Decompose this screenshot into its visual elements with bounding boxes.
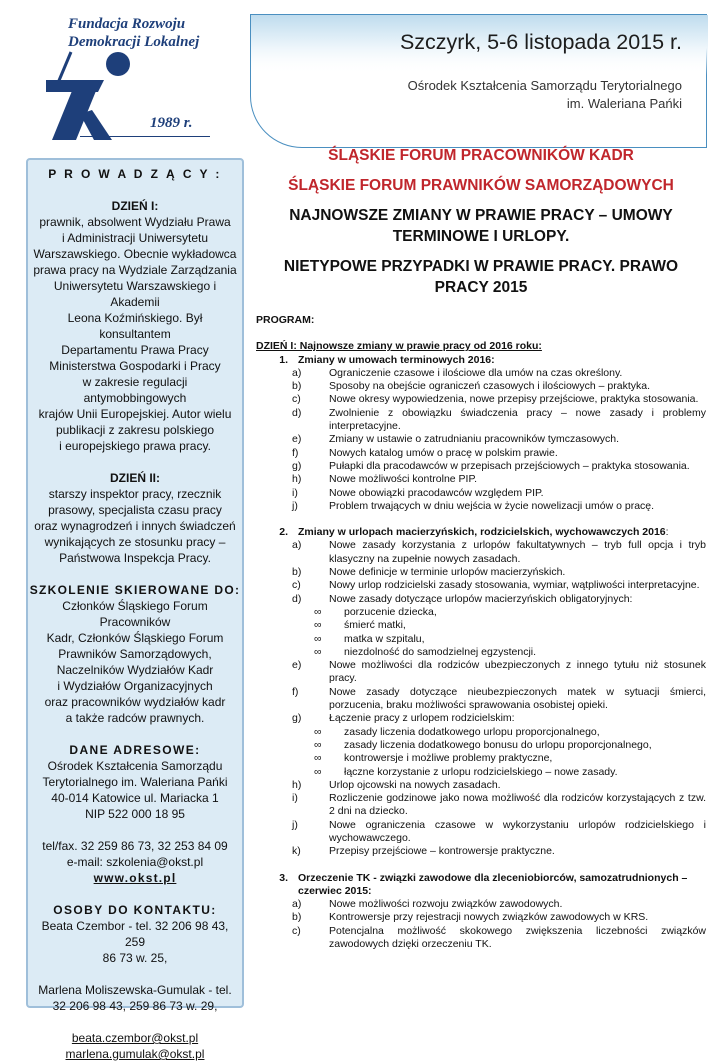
program-item	[256, 712, 706, 725]
subitem-text: śmierć matki,	[344, 619, 406, 632]
logo-figure-icon	[38, 50, 148, 140]
program-item	[256, 593, 706, 606]
item-text: Nowych katalog umów o pracę w polskim prawie.	[329, 446, 558, 459]
audience-line: oraz pracowników wydziałów kadr	[44, 695, 226, 709]
day1-trainer-label: DZIEŃ I:	[111, 199, 159, 213]
bio-line: starszy inspektor pracy, rzecznik	[48, 487, 222, 501]
bio-line: krajów Unii Europejskiej. Autor wielu	[38, 407, 232, 421]
item-letter: j)	[292, 818, 298, 831]
section-spacer	[256, 513, 706, 526]
item-text: Nowe możliwości rozwoju związków zawodowych.	[329, 898, 563, 911]
item-letter: c)	[292, 579, 301, 592]
infinity-bullet-icon: ∞	[314, 605, 322, 618]
day2-trainer-label: DZIEŃ II:	[110, 471, 160, 485]
item-letter: k)	[292, 845, 301, 858]
section-number: 3.	[279, 871, 288, 884]
item-letter: b)	[292, 911, 302, 924]
subitem-text: łączne korzystanie z urlopu rodzicielskiego – nowe zasady.	[344, 765, 618, 778]
item-text: Pułapki dla pracodawców w przepisach przejściowych – praktyka stosowania.	[329, 459, 690, 472]
program-item	[256, 779, 706, 792]
item-letter: i)	[292, 792, 298, 805]
logo-line-1: Fundacja Rozwoju	[68, 16, 186, 32]
foundation-logo	[38, 14, 213, 139]
subitem-text: zasady liczenia dodatkowego urlopu proporcjonalnego,	[344, 725, 600, 738]
program-label: PROGRAM:	[256, 314, 315, 326]
bio-line: prawnik, absolwent Wydziału Prawa	[39, 215, 231, 229]
program-item	[256, 845, 706, 858]
program-subitem	[256, 726, 706, 739]
item-letter: f)	[292, 685, 299, 698]
section-spacer	[256, 859, 706, 872]
program-subitem	[256, 739, 706, 752]
item-text: Sposoby na obejście ograniczeń czasowych i ilościowych – praktyka.	[329, 380, 650, 393]
program-item	[256, 460, 706, 473]
subitem-text: porzucenie dziecka,	[344, 605, 437, 618]
item-letter: e)	[292, 433, 302, 446]
infinity-bullet-icon: ∞	[314, 765, 322, 778]
infinity-bullet-icon: ∞	[314, 645, 322, 658]
forum-title-1: ŚLĄSKIE FORUM PRACOWNIKÓW KADR	[328, 147, 634, 164]
program-item	[256, 911, 706, 924]
forum-title-2: ŚLĄSKIE FORUM PRAWNIKÓW SAMORZĄDOWYCH	[288, 177, 674, 194]
item-text: Nowe możliwości dla rodziców ubezpieczonych z innego tytułu niż stosunek pracy.	[329, 659, 706, 685]
training-title-2: NIETYPOWE PRZYPADKI W PRAWIE PRACY. PRAWO PRACY 2015	[283, 258, 679, 296]
item-letter: e)	[292, 659, 302, 672]
item-letter: d)	[292, 592, 302, 605]
item-letter: h)	[292, 778, 302, 791]
section-title: Zmiany w urlopach macierzyńskich, rodzicielskich, wychowawczych 2016:	[298, 526, 669, 539]
program-item	[256, 659, 706, 686]
program-item	[256, 487, 706, 500]
item-letter: a)	[292, 366, 302, 379]
item-letter: c)	[292, 393, 301, 406]
subitem-text: niezdolność do samodzielnej egzystencji.	[344, 645, 537, 658]
audience-line: Kadr, Członków Śląskiego Forum	[46, 631, 224, 645]
item-text: Urlop ojcowski na nowych zasadach.	[329, 778, 501, 791]
infinity-bullet-icon: ∞	[314, 619, 322, 632]
bio-line: prawa pracy na Wydziale Zarządzania	[33, 263, 237, 277]
program-item	[256, 566, 706, 579]
item-text: Ograniczenie czasowe i ilościowe dla umów na czas określony.	[329, 366, 623, 379]
program-item	[256, 500, 706, 513]
address-line: Terytorialnego im. Waleriana Pańki	[42, 775, 228, 789]
subitem-text: zasady liczenia dodatkowego bonusu do urlopu proporcjonalnego,	[344, 738, 652, 751]
bio-line: Uniwersytetu Warszawskiego i Akademii	[53, 279, 217, 309]
program-item	[256, 686, 706, 713]
bio-line: Leona Koźmińskiego. Był konsultantem	[67, 311, 203, 341]
program-subitem	[256, 646, 706, 659]
program-subitem	[256, 766, 706, 779]
address-line: 40-014 Katowice ul. Mariacka 1	[51, 791, 219, 805]
item-text: Nowe ograniczenia czasowe w wykorzystaniu urlopów rodzicielskiego i wychowawczego.	[329, 818, 706, 844]
bio-line: oraz wynagrodzeń i innych świadczeń	[34, 519, 236, 533]
info-sidebar	[26, 158, 244, 1061]
organizer-line-1: Ośrodek Kształcenia Samorządu Terytorialnego	[407, 78, 682, 93]
infinity-bullet-icon: ∞	[314, 738, 322, 751]
item-text: Rozliczenie godzinowe jako nowa możliwość dla rodziców korzystających z tzw. 2 dni na dziecko.	[329, 792, 706, 818]
program-section-heading	[256, 526, 706, 539]
section-number: 1.	[279, 353, 288, 366]
item-text: Potencjalna możliwość skokowego zwiększenia liczebności związków zawodowych dzięki orzeczeniu TK.	[329, 924, 706, 951]
address-text	[28, 758, 242, 822]
item-letter: b)	[292, 380, 302, 393]
contact-line: 32 206 98 43, 259 86 73 w. 29,	[52, 999, 218, 1013]
program-item	[256, 579, 706, 592]
program-item	[256, 447, 706, 460]
address-heading: DANE ADRESOWE:	[69, 743, 201, 757]
item-letter: d)	[292, 406, 302, 419]
bio-line: i europejskiego prawa pracy.	[59, 439, 211, 453]
day2-trainer-bio	[28, 486, 242, 566]
audience-heading: SZKOLENIE SKIEROWANE DO:	[29, 583, 241, 597]
item-text: Nowe możliwości kontrolne PIP.	[329, 473, 478, 486]
prowadzacy-heading: P R O W A D Z Ą C Y :	[48, 167, 222, 181]
section-title-suffix: :	[665, 526, 669, 539]
program-item	[256, 792, 706, 819]
bio-line: prasowy, specjalista czasu pracy	[48, 503, 222, 517]
bio-line: wynikających ze stosunku pracy –	[44, 535, 226, 549]
item-text: Łączenie pracy z urlopem rodzicielskim:	[329, 712, 515, 725]
event-header-box	[250, 14, 707, 148]
bio-line: Departamentu Prawa Pracy	[61, 343, 209, 357]
main-content	[256, 145, 706, 951]
logo-year: 1989 r.	[150, 115, 193, 131]
audience-line: a także radców prawnych.	[65, 711, 205, 725]
audience-text	[28, 598, 242, 726]
item-letter: c)	[292, 924, 301, 937]
phone-fax: tel/fax. 32 259 86 73, 32 253 84 09	[42, 839, 228, 853]
contact-email-2-link[interactable]: marlena.gumulak@okst.pl	[65, 1047, 205, 1061]
contact-person-2	[28, 982, 242, 1014]
program-item	[256, 473, 706, 486]
item-letter: j)	[292, 499, 298, 512]
item-letter: g)	[292, 459, 302, 472]
program-subitem	[256, 619, 706, 632]
address-line: Ośrodek Kształcenia Samorządu	[47, 759, 223, 773]
program-section-heading	[256, 354, 706, 367]
contact-line: Beata Czembor - tel. 32 206 98 43, 259	[41, 919, 229, 949]
email-address: e-mail: szkolenia@okst.pl	[66, 855, 204, 869]
item-text: Kontrowersje przy rejestracji nowych związków zawodowych w KRS.	[329, 911, 649, 924]
bio-line: Ministerstwa Gospodarki i Pracy	[49, 359, 221, 373]
item-text: Zwolnienie z obowiązku świadczenia pracy – nowe zasady i problemy interpretacyjne.	[329, 406, 706, 433]
item-text: Nowe zasady korzystania z urlopów fakultatywnych – tryb full opcja i tryb klasyczny na zupełnie nowych zasadach.	[329, 539, 706, 565]
item-letter: a)	[292, 539, 302, 552]
subitem-text: kontrowersje i możliwe problemy praktyczne,	[344, 752, 553, 765]
item-letter: g)	[292, 712, 302, 725]
address-line: NIP 522 000 18 95	[85, 807, 185, 821]
item-text: Przepisy przejściowe – kontrowersje praktyczne.	[329, 845, 555, 858]
infinity-bullet-icon: ∞	[314, 725, 322, 738]
bio-line: Warszawskiego. Obecnie wykładowca	[33, 247, 237, 261]
program-item	[256, 380, 706, 393]
contact-line: 86 73 w. 25,	[102, 951, 168, 965]
audience-line: i Wydziałów Organizacyjnych	[57, 679, 213, 693]
item-text: Zmiany w ustawie o zatrudnianiu pracowników tymczasowych.	[329, 433, 620, 446]
audience-line: Członków Śląskiego Forum Pracowników	[62, 599, 208, 629]
bio-line: w zakresie regulacji antymobbingowych	[82, 375, 188, 405]
subitem-text: matka w szpitalu,	[344, 632, 425, 645]
bio-line: publikacji z zakresu polskiego	[55, 423, 215, 437]
item-letter: h)	[292, 473, 302, 486]
program-item	[256, 367, 706, 380]
organizer-line-2: im. Waleriana Pańki	[566, 96, 682, 111]
program-item	[256, 925, 706, 952]
program-subitem	[256, 633, 706, 646]
bio-line: Państwowa Inspekcja Pracy.	[59, 551, 211, 565]
infinity-bullet-icon: ∞	[314, 632, 322, 645]
item-text: Nowy urlop rodzicielski zasady stosowania, wymiar, wątpliwości interpretacyjne.	[329, 579, 700, 592]
program-sections	[256, 354, 706, 952]
program-section-heading	[256, 872, 706, 899]
item-letter: b)	[292, 566, 302, 579]
audience-line: Prawników Samorządowych,	[58, 647, 212, 661]
program-subitem	[256, 752, 706, 765]
program-item	[256, 433, 706, 446]
program-item	[256, 819, 706, 846]
item-text: Nowe okresy wypowiedzenia, nowe przepisy przejściowe, praktyka stosowania.	[329, 393, 699, 406]
audience-line: Naczelników Wydziałów Kadr	[56, 663, 214, 677]
contact-line: Marlena Moliszewska-Gumulak - tel.	[38, 983, 232, 997]
bio-line: i Administracji Uniwersytetu	[61, 231, 209, 245]
day1-trainer-bio	[28, 214, 242, 454]
program-item	[256, 898, 706, 911]
training-title-1: NAJNOWSZE ZMIANY W PRAWIE PRACY – UMOWY TERMINOWE I URLOPY.	[289, 207, 673, 245]
section-title: Orzeczenie TK - związki zawodowe dla zleceniobiorców, samozatrudnionych – czerwiec 2015:	[298, 871, 688, 897]
item-text: Problem trwających w dniu wejścia w życie nowelizacji umów o pracę.	[329, 499, 655, 512]
item-text: Nowe zasady dotyczące urlopów macierzyńskich obligatoryjnych:	[329, 592, 633, 605]
event-date-title: Szczyrk, 5-6 listopada 2015 r.	[399, 30, 682, 54]
infinity-bullet-icon: ∞	[314, 752, 322, 765]
logo-line-2: Demokracji Lokalnej	[68, 34, 200, 50]
contact-person-1	[28, 918, 242, 966]
section-number: 2.	[279, 526, 288, 539]
item-text: Nowe zasady dotyczące nieubezpieczonych matek w sytuacji śmierci, porzucenia, braku możliwości sprawowania osobistej opieki.	[329, 685, 706, 712]
program-item	[256, 407, 706, 434]
item-letter: a)	[292, 898, 302, 911]
contact-email-1-link[interactable]: beata.czembor@okst.pl	[71, 1031, 199, 1045]
website-link[interactable]: www.okst.pl	[93, 871, 177, 885]
program-item	[256, 539, 706, 566]
item-letter: f)	[292, 446, 299, 459]
program-subitem	[256, 606, 706, 619]
logo-rule	[80, 136, 210, 137]
item-letter: i)	[292, 486, 298, 499]
section-title: Zmiany w umowach terminowych 2016:	[298, 353, 495, 366]
program-item	[256, 393, 706, 406]
item-text: Nowe definicje w terminie urlopów macierzyńskich.	[329, 566, 566, 579]
contacts-heading: OSOBY DO KONTAKTU:	[53, 903, 217, 917]
program-day1-label: DZIEŃ I: Najnowsze zmiany w prawie pracy od 2016 roku:	[256, 340, 542, 353]
item-text: Nowe obowiązki pracodawców względem PIP.	[329, 486, 544, 499]
